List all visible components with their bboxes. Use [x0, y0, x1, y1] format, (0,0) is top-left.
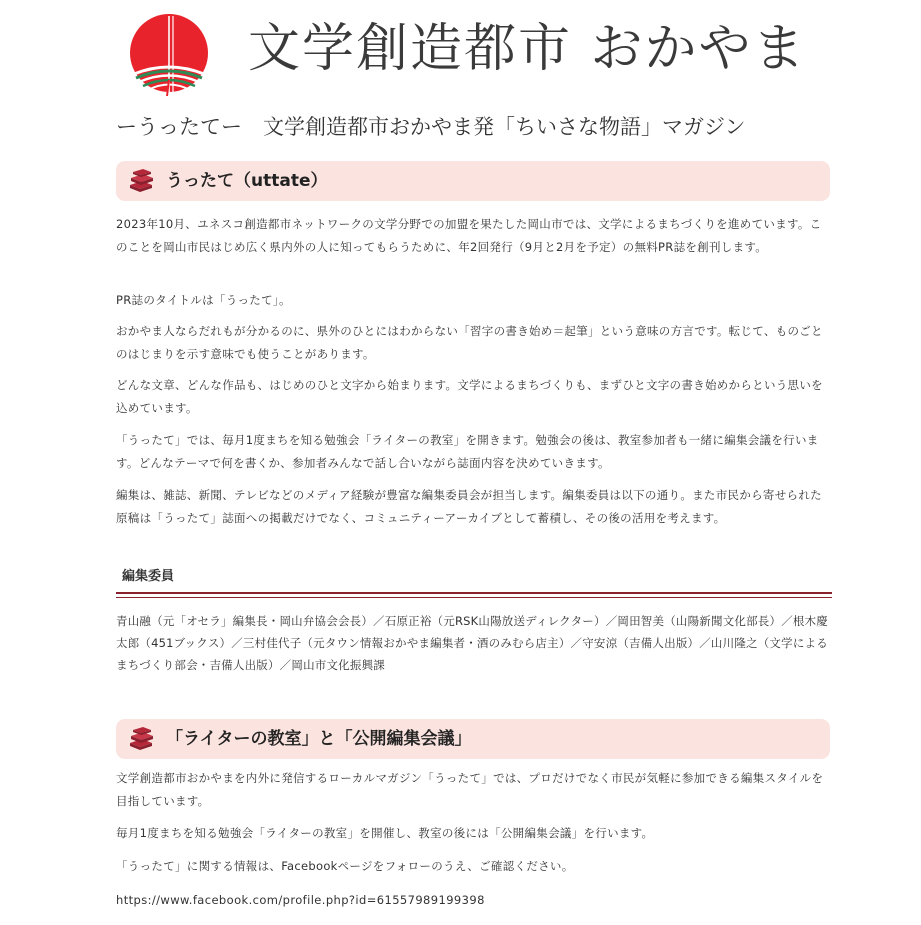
paragraph: どんな文章、どんな作品も、はじめのひと文字から始まります。文学によるまちづくりも、まずひと文字の書き始めからという思いを込めています。 [116, 378, 823, 415]
books-icon [128, 169, 154, 193]
site-header [0, 0, 921, 100]
facebook-link[interactable]: https://www.facebook.com/profile.php?id=61557989199398 [116, 893, 485, 907]
paragraph: 「うったて」では、毎月1度まちを知る勉強会「ライターの教室」を開きます。勉強会の後は、教室参加者も一緒に編集会議を行います。どんなテーマで何を書くか、参加者みんなで話し合いながら誌面内容を決めていきます。 [116, 433, 819, 470]
committee-members: 青山融（元「オセラ」編集長・岡山弁協会会長）／石原正裕（元RSK山陽放送ディレクター）／岡田智美（山陽新聞文化部長）／根木慶太郎（451ブックス）／三村佳代子（元タウン情報おかやま編集者・酒のみむら店主）／守安涼（吉備人出版）／山川隆之（文学によるまちづくり部会・吉備人出版）／岡山市文化振興課 [116, 614, 828, 672]
section-heading-writers-class [116, 719, 830, 759]
section-heading-text: うったて（uttate） [166, 171, 328, 191]
section-heading-text: 「ライターの教室」と「公開編集会議」 [166, 729, 472, 749]
paragraph: おかやま人ならだれもが分かるのに、県外のひとにはわからない「習字の書き始め＝起筆」という意味の方言です。転じて、ものごとのはじまりを示す意味でも使うことがあります。 [116, 324, 823, 361]
paragraph: 「うったて」に関する情報は、Facebookページをフォローのうえ、ご確認ください。 [116, 859, 574, 873]
okayama-city-of-literature-logo[interactable] [128, 14, 210, 96]
books-icon [128, 727, 154, 751]
divider [116, 592, 832, 594]
paragraph: 編集は、雑誌、新聞、テレビなどのメディア経験が豊富な編集委員会が担当します。編集委員は以下の通り。また市民から寄せられた原稿は「うったて」誌面への掲載だけでなく、コミュニティーアーカイブとして蓄積し、その後の活用を考えます。 [116, 488, 822, 525]
paragraph: 文学創造都市おかやまを内外に発信するローカルマガジン「うったて」では、プロだけでなく市民が気軽に参加できる編集スタイルを目指しています。 [116, 771, 824, 808]
tagline: ーうったてー 文学創造都市おかやま発「ちいさな物語」マガジン [116, 115, 746, 139]
section-heading-uttate [116, 161, 830, 201]
paragraph: 毎月1度まちを知る勉強会「ライターの教室」を開催し、教室の後には「公開編集会議」を行います。 [116, 826, 654, 840]
site-title: 文学創造都市 おかやま [248, 19, 807, 79]
divider [116, 597, 832, 598]
paragraph: 2023年10月、ユネスコ創造都市ネットワークの文学分野での加盟を果たした岡山市では、文学によるまちづくりを進めています。このことを岡山市民はじめ広く県内外の人に知ってもらうために、年2回発行（9月と2月を予定）の無料PR誌を創刊します。 [116, 217, 822, 254]
committee-heading: 編集委員 [122, 569, 175, 584]
paragraph: PR誌のタイトルは「うったて」。 [116, 293, 291, 307]
